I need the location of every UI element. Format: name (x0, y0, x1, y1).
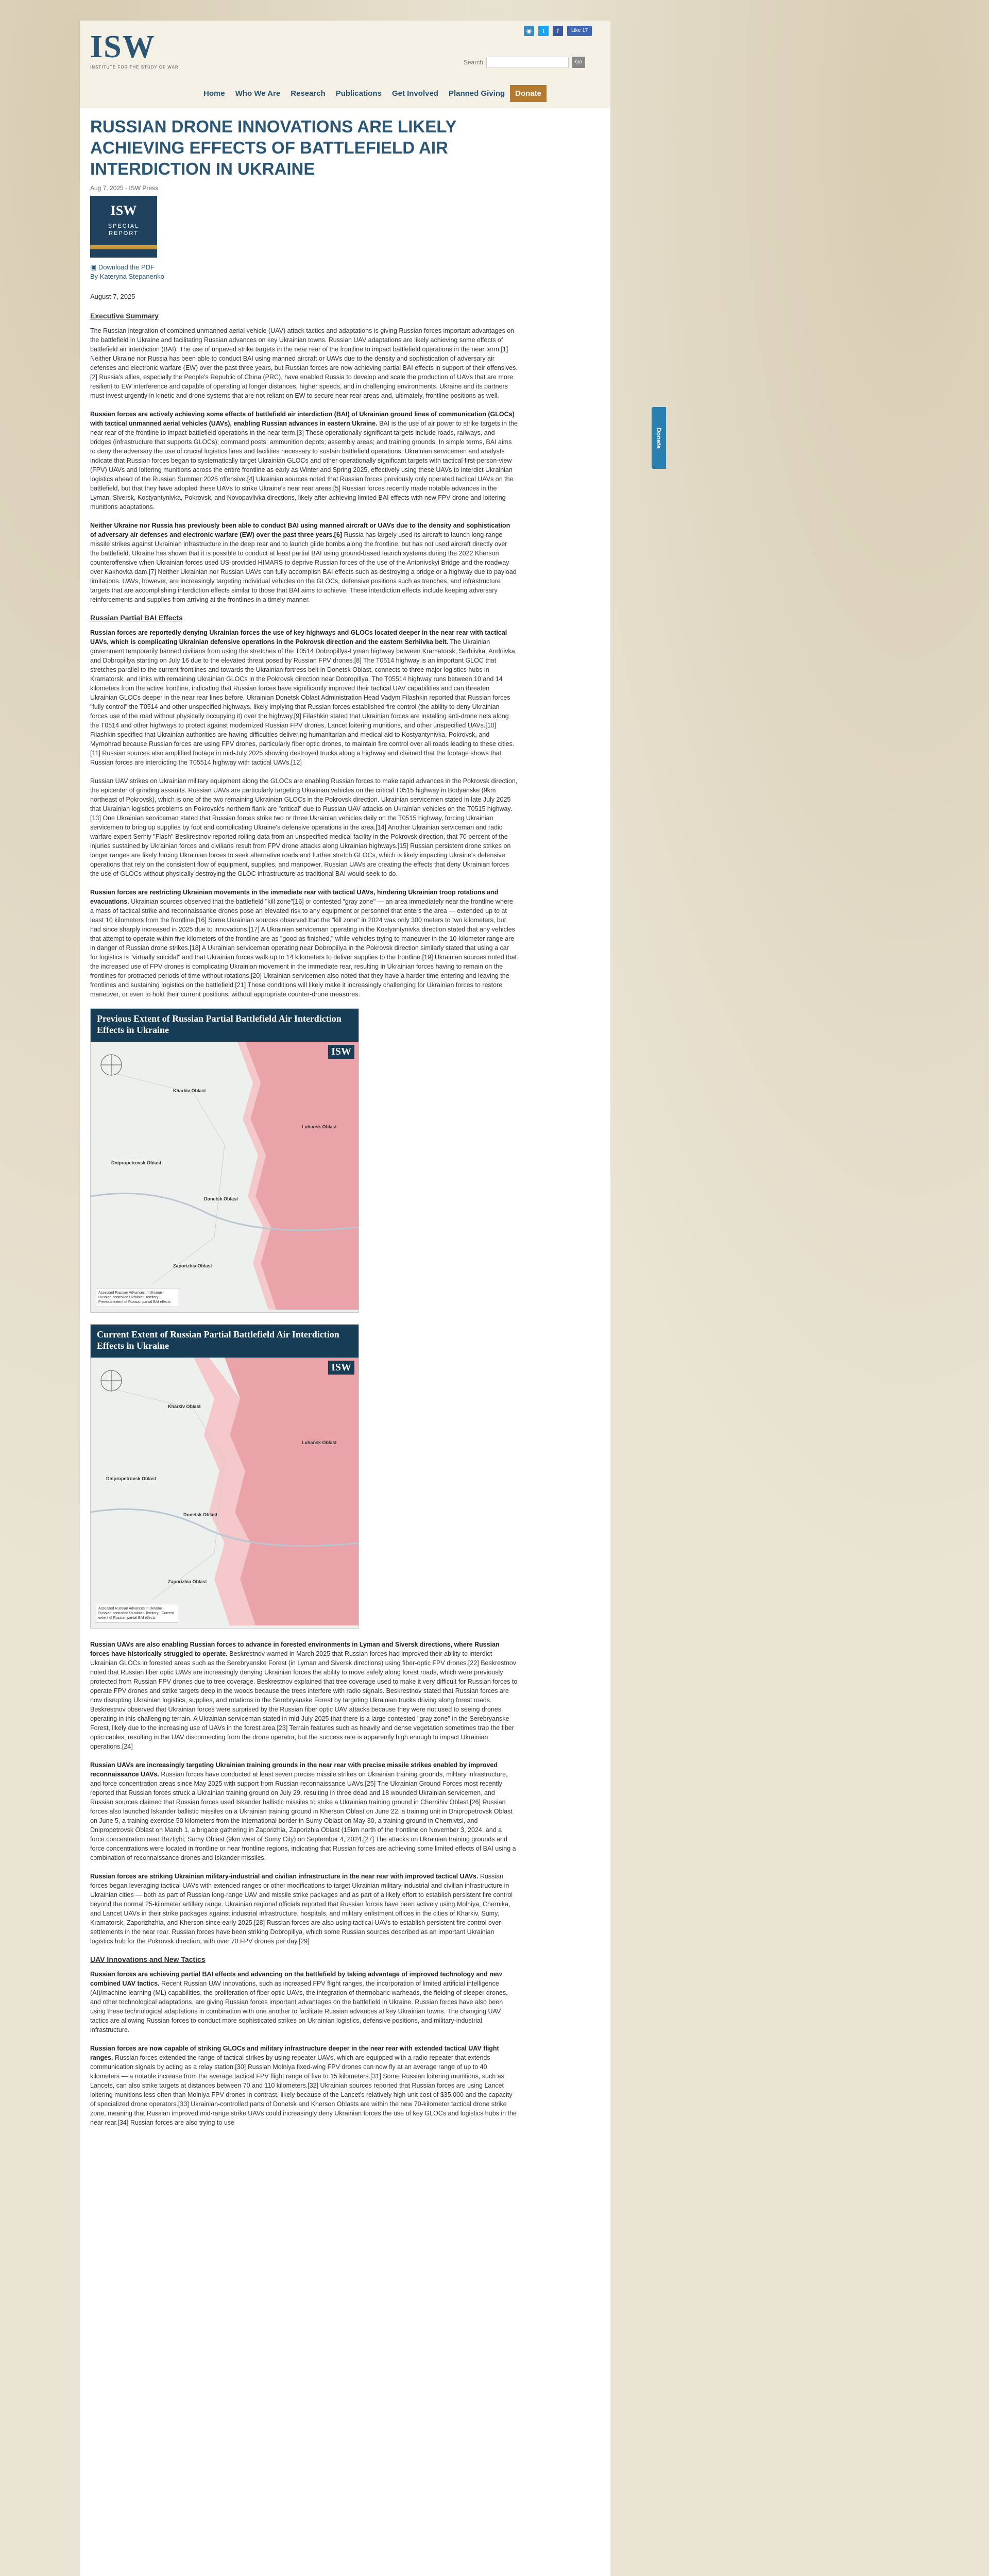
map-badge: ISW (328, 1045, 354, 1059)
executive-summary-heading: Executive Summary (90, 312, 159, 320)
map-label: Zaporizhia Oblast (168, 1579, 207, 1584)
pdf-icon: ▣ (90, 263, 98, 271)
article-date: August 7, 2025 (90, 293, 135, 300)
paragraph-lead: Russian forces are achieving partial BAI effects and advancing on the battlefield by taking advantage of improved technology and new combined UAV tactics. (90, 1971, 502, 1987)
map-graphic (91, 1042, 359, 1310)
paragraph (90, 888, 518, 999)
rss-icon[interactable]: ◉ (524, 26, 534, 36)
paragraph-body: Recent Russian UAV innovations, such as increased FPV flight ranges, the incorporation of limited artificial intelligence (AI)/machine learning (ML) capabilities, the proliferation of fiber optic UAVs, the integration of thermobaric warheads, the fielding of sleeper drones, and other technological adaptations, are giving Russian forces important advantages on the battlefield in Ukraine. Russian forces have also been using these technological adaptations in combination with one another to facilitate Russian advances at key Ukrainian towns. The changing UAV tactics are allowing Russian forces to conduct more sophisticated strikes on Ukrainian logistics, defensive positions, and military-industrial infrastructure. (90, 1980, 508, 2033)
special-report-brand: ISW (110, 203, 137, 218)
paragraph-lead: Russian forces are actively achieving some effects of battlefield air interdiction (BAI) of Ukrainian ground lines of communication (GLOCs) with tactical unmanned aerial vehicles (UAVs), enabling Russian advances in eastern Ukraine. (90, 411, 515, 427)
map-label: Donetsk Oblast (183, 1512, 218, 1517)
paragraph-body: BAI is the use of air power to strike targets in the near rear of the frontline to impact battlefield operations in the near term.[3] These operationally significant targets include roads, railways, and bridges (infrastructure that supports GLOCs); command posts; ammunition depots; assembly areas; and training grounds. In simple terms, BAI aims to deny the adversary the use of crucial logistics lines and facilities necessary to sustain battlefield operations. Ukrainian servicemen and analysts indicate that Russian forces began to systematically target Ukrainian GLOCs and other operationally significant targets with tactical first-person-view (FPV) UAVs and loitering munitions across the entire frontline as early as Winter and Spring 2025, effectively using these UAVs to interdict Ukrainian logistics ahead of the Russian Summer 2025 offensive.[4] Ukrainian sources noted that Russian forces previously only operated tactical UAVs on the battlefield, but that they have adopted these UAVs to strike Ukraine's near rear areas.[5] Russian forces recently made notable advances in the Lyman, Siversk, Kostyantynivka, Pokrovsk, and Novopavlivka directions, likely after achieving limited BAI effects with new FPV drone and loitering munitions adaptations. (90, 420, 518, 511)
paragraph (90, 628, 518, 767)
logo-tagline: INSTITUTE FOR THE STUDY OF WAR (90, 65, 179, 70)
map-legend: Assessed Russian Advances in Ukraine · Russian-controlled Ukrainian Territory · Previous extent of Russian partial BAI effects (96, 1288, 178, 1307)
paragraph-body: Russian forces began leveraging tactical UAVs with extended ranges or other modifications to target Ukrainian military-industrial and civilian infrastructure in Ukrainian cities — both as part of Russian long-range UAV and missile strike packages and as part of a likely effort to establish persistent fire control beyond the normal 25-kilometer artillery range. Ukrainian regional officials reported that Russian forces have been actively using Molniya, Chernika, and Lancet UAVs in their strike packages against industrial infrastructure, hospitals, and military enlistment offices in the cities of Kharkiv, Sumy, Kramatorsk, Zaporizhzhia, and Kherson since early 2025.[28] Russian forces are also using tactical UAVs to establish persistent fire control over settlements in the near rear. Russian forces have been striking Dobropillya, which some Russian sources described as an important Ukrainian logistics hub for the Pokrovsk direction, with over 70 FPV drones per day.[29] (90, 1873, 513, 1945)
special-report-bar (90, 245, 157, 249)
map-label: Kharkiv Oblast (168, 1404, 201, 1409)
paragraph-lead: Russian forces are striking Ukrainian military-industrial and civilian infrastructure in the near rear with improved tactical UAVs. (90, 1873, 479, 1880)
article-date-line: Aug 7, 2025 - ISW Press (90, 184, 159, 192)
map-label: Kharkiv Oblast (173, 1088, 206, 1093)
map-previous-extent[interactable] (90, 1008, 359, 1313)
search-label: Search (464, 59, 484, 66)
paragraph-body: Russian forces have conducted at least seven precise missile strikes on Ukrainian training grounds, military infrastructure, and force concentration areas since May 2025 with support from Russian reconnaissance UAVs.[25] The Ukrainian Ground Forces most recently reported that Russian forces struck a Ukrainian training ground on July 29, resulting in three dead and 18 wounded Ukrainian servicemen, and Russian sources claimed that Russian forces used Iskander ballistic missiles to strike a Ukrainian training ground in Chernihiv Oblast.[26] Russian forces also launched Iskander ballistic missiles on a Ukrainian training ground in Kherson Oblast on June 22, a training unit in Dnipropetrovsk Oblast on June 5, a training exercise 50 kilometers from the international border in Sumy Oblast on May 30, a training ground in Chernivtsi, and Dnipropetrovsk Oblast on March 1, a brigade gathering in Zaporizhia, Zaporizhia Oblast (15km north of the frontline on November 3, 2024, and a force concentration near Beztiyhi, Sumy Oblast (9km west of Sumy City) on September 4, 2024.[27] The attacks on Ukrainian training grounds and force concentrations were located in frontline or near frontline regions, indicating that Russian forces are achieving some limited effects of BAI using a combination of reconnaissance drones and Iskander missiles. (90, 1771, 516, 1861)
map-title: Previous Extent of Russian Partial Battlefield Air Interdiction Effects in Ukraine (91, 1009, 359, 1042)
map-label: Donetsk Oblast (204, 1196, 238, 1201)
map-body (91, 1358, 359, 1628)
social-links (524, 26, 592, 36)
main-nav (198, 85, 547, 102)
paragraph-lead: Russian forces are restricting Ukrainian movements in the immediate rear with tactical UAVs, hindering Ukrainian troop rotations and evacuations. (90, 889, 499, 905)
paragraph-body: The Ukrainian government temporarily banned civilians from using the stretches of the T0514 Dobropillya-Lyman highway between Kramatorsk, Serhiivka, Andriivka, and Dobropillya starting on July 16 due to the elevated threat posed by Russian FPV drones.[8] The T0514 highway is an important GLOC that stretches parallel to the current frontlines and towards the Ukrainian fortress belt in Donetsk Oblast, connects to three major logistics hubs in Kramatorsk, and links with remaining Ukrainian GLOCs in the Pokrovsk direction near Dobropillya. The T05514 highway runs between 10 and 14 kilometers from the active frontline, indicating that Russian forces have significantly improved their tactical UAV capabilities and can threaten Ukrainian GLOCs deeper in the near rear lines before. Ukrainian Donetsk Oblast Administration Head Vadym Filashkin reported that Russian forces "fully control" the T0514 and other unspecified highways, likely implying that Russian forces established fire control (the ability to deny Ukrainian forces use of the road without physically occupying it) over the highway.[9] Filashkin stated that Ukrainian forces are installing anti-drone nets along the T0514 and other highways to protect against modernized Russian FPV drones, Lancet loitering munitions, and other unspecified UAVs.[10] Filashkin specified that Ukrainian authorities are having difficulties delivering humanitarian and medical aid to Kostyantynivka, Pokrovsk, and Myrnohrad because Russian forces are using FPV drones, particularly fiber optic drones, to maintain fire control over all roads leading to these cities.[11] Russian sources also amplified footage in mid-July 2025 showing destroyed trucks along a highway and claimed that the footage shows that Russian forces are interdicting the T05514 highway with tactical UAVs.[12] (90, 638, 517, 766)
paragraph-lead: Russian UAVs are also enabling Russian forces to advance in forested environments in Lyman and Siversk directions, where Russian forces have historically struggled to operate. (90, 1641, 500, 1657)
russian-controlled-area (225, 1358, 359, 1625)
download-pdf-link[interactable] (90, 263, 518, 272)
paragraph (90, 1760, 518, 1862)
paragraph-body: Beskrestnov warned in March 2025 that Russian forces had improved their ability to interdict Ukrainian GLOCs in forested areas such as the Serebryanske Forest (in Lyman and Siversk directions) using fiber-optic FPV drones.[22] Beskrestnov noted that Russian fiber optic UAVs are increasingly denying Ukrainian forces the ability to move safely along forest roads, which were previously protected from Russian FPV drones due to tree coverage. Beskrestnov explained that tree coverage used to make it very difficult for Russian forces to operate FPV drones and strike targets deep in the woods because the trees interfere with radio signals. Beskrestnov stated that Russian forces are now disrupting Ukrainian logistics, supplies, and rotations in the Serebryanske Forest by targeting Ukrainian trucks driving along forest roads. Beskrestnov observed that Ukrainian forces were surprised by the Russian fiber optic UAV attacks because they were not used to seeing drones operating in this challenging terrain. A Ukrainian serviceman stated in mid-July 2025 that there is a large contested "gray zone" in the Serebryanske Forest, likely due to the increasing use of UAVs in the forest area.[23] Terrain features such as heavily and dense vegetation sometimes trap the fiber optic cables, resulting in the UAV disconnecting from the drone operator, but the success rate is apparently high enough to impact Ukrainian operations.[24] (90, 1650, 518, 1750)
paragraph (90, 1970, 518, 2035)
map-badge: ISW (328, 1361, 354, 1375)
paragraph-body: Russian forces extended the range of tactical strikes by using repeater UAVs, which are equipped with a radio repeater that extends communication signals by acting as a relay station.[30] Russian Molniya fixed-wing FPV drones can now fly at an average range of up to 40 kilometers — a notable increase from the average tactical FPV flight range of five to 15 kilometers.[31] Some Russian loitering munitions, such as Lancets, can also strike targets at distances between 70 and 110 kilometers.[32] Ukrainian sources reported that Russian forces are using Lancet loitering munitions less often than Molniya FPV drones in contrast, likely because of the Lancet's relatively high unit cost of $35,000 and the capacity of specialized drone operators.[33] Ukrainian-controlled parts of Donetsk and Kherson Oblasts are within the new 70-kilometer tactical drone strike zone, meaning that Russian improved mid-range strike UAVs could increasingly deny Ukrainian forces the use of key GLOCs and logistics hubs in the near rear.[34] Russian forces are also trying to use (90, 2054, 517, 2126)
article-links (90, 263, 518, 281)
twitter-icon[interactable]: t (538, 26, 549, 36)
nav-publications[interactable]: Publications (335, 89, 382, 98)
donate-side-tab[interactable]: Donate (652, 407, 666, 469)
map-current-extent[interactable] (90, 1324, 359, 1629)
search-input[interactable] (486, 57, 569, 68)
nav-home[interactable]: Home (203, 89, 225, 98)
facebook-like-button[interactable]: Like 17 (567, 26, 592, 36)
map-legend: Assessed Russian Advances in Ukraine · Russian-controlled Ukrainian Territory · Current extent of Russian partial BAI effects (96, 1604, 178, 1623)
paragraph (90, 1640, 518, 1751)
map-label: Luhansk Oblast (302, 1440, 337, 1445)
paragraph (90, 1872, 518, 1946)
nav-donate[interactable]: Donate (510, 85, 547, 102)
paragraph (90, 521, 518, 604)
paragraph: The Russian integration of combined unmanned aerial vehicle (UAV) attack tactics and adaptations is giving Russian forces important advantages on the battlefield in Ukraine and facilitating Russian advances on key Ukrainian towns. Russian UAV adaptations are likely achieving some effects of battlefield air interdiction (BAI). The use of unpaved strike targets in the near rear of the frontline to impact battlefield operations in the near term.[1] Neither Ukraine nor Russia has been able to conduct BAI using manned aircraft or UAVs due to the density and sophistication of adversary air defenses and electronic warfare (EW) over the past three years, but Russian forces are now achieving partial BAI effects in support of their offensives.[2] Russia's allies, especially the People's Republic of China (PRC), have enabled Russia to develop and scale the production of UAVs that are more resilient to EW interference and capable of operating at longer distances, higher speeds, and in challenging environments. Ukraine and its partners must invest urgently in kinetic and drone systems that are not reliant on EW to secure near rear areas and, ultimately, frontline positions as well. (90, 327, 518, 399)
nav-who-we-are[interactable]: Who We Are (235, 89, 281, 98)
search-go-button[interactable]: Go (572, 57, 585, 68)
page-wrapper (80, 21, 610, 2576)
nav-research[interactable]: Research (291, 89, 326, 98)
site-logo[interactable] (90, 31, 180, 85)
special-report-line1: SPECIAL (108, 223, 140, 229)
article-title: RUSSIAN DRONE INNOVATIONS ARE LIKELY ACHIEVING EFFECTS OF BATTLEFIELD AIR INTERDICTION IN UKRAINE (90, 117, 456, 178)
paragraph (90, 2044, 518, 2127)
logo-mark: ISW (90, 29, 156, 64)
paragraph-lead: Russian forces are now capable of striking GLOCs and military infrastructure deeper in the near rear with extended tactical UAV flight ranges. (90, 2045, 499, 2061)
paragraph-lead: Neither Ukraine nor Russia has previously been able to conduct BAI using manned aircraft or UAVs due to the density and sophistication of adversary air defenses and electronic warfare (EW) over the past three years.[6] (90, 522, 510, 538)
uav-innovations-heading: UAV Innovations and New Tactics (90, 1955, 206, 1963)
map-label: Luhansk Oblast (302, 1124, 337, 1129)
map-label: Dnipropetrovsk Oblast (106, 1476, 157, 1481)
partial-bai-heading: Russian Partial BAI Effects (90, 614, 183, 622)
map-title: Current Extent of Russian Partial Battlefield Air Interdiction Effects in Ukraine (91, 1325, 359, 1358)
map-graphic (91, 1358, 359, 1625)
facebook-icon[interactable]: f (553, 26, 563, 36)
special-report-line2: REPORT (109, 230, 139, 236)
byline-link[interactable]: By Kateryna Stepanenko (90, 273, 164, 280)
site-header (80, 21, 610, 108)
search-box (464, 57, 585, 68)
paragraph (90, 410, 518, 512)
special-report-badge (90, 196, 157, 258)
nav-get-involved[interactable]: Get Involved (391, 89, 438, 98)
paragraph: Russian UAV strikes on Ukrainian military equipment along the GLOCs are enabling Russian forces to make rapid advances in the Pokrovsk direction, the epicenter of grinding assaults. Russian UAVs are particularly targeting Ukrainian vehicles on the critical T0515 highway in Bodyanske (9km northeast of Pokrovsk), which is one of the two remaining Ukrainian GLOCs in the Pokrovsk direction. Ukrainian servicemen stated in late July 2025 that Ukrainian logistics problems on Pokrovsk's northern flank are "critical" due to Russian UAV attacks on Ukrainian vehicles on the T0515 highway.[13] One Ukrainian serviceman stated that Russian forces strike two or three Ukrainian vehicles daily on the T0515 highway, forcing Ukrainian servicemen to bring up supplies by foot and complicating Ukraine's defensive operations in the area.[14] Another Ukrainian serviceman and radio warfare expert Serhiy "Flash" Beskrestnov reported rolling data from an unspecified medical facility in the Pokrovsk direction, that 70 percent of the injuries sustained by Ukrainian forces and civilians result from FPV drone attacks along Ukrainian highways.[15] Russian persistent drone strikes on longer ranges are likely forcing Ukrainian forces to seek alternative roads and further stretch GLOCs, which is likely impacting Ukraine's defensive operations that rely on the consistent flow of equipment, supplies, and manpower. Russian UAVs are creating the effects that deny Ukrainian forces the use of GLOCs without physically destroying the GLOC infrastructure as traditional BAI would seek to do. (90, 777, 518, 877)
paragraph-lead: Russian UAVs are increasingly targeting Ukrainian training grounds in the near rear with precise missile strikes enabled by improved reconnaissance UAVs. (90, 1761, 498, 1778)
paragraph-body: Russia has largely used its aircraft to launch long-range missile strikes against Ukrainian infrastructure in the deep rear and to launch glide bombs along the frontline, but has not used aircraft directly over the battlefield. Ukraine has shown that it is possible to conduct at least partial BAI using ground-based launch systems during the 2022 Kherson counteroffensive when Ukrainian forces used US-provided HIMARS to deprive Russian forces of the use of the Antonivskyi Bridge and the roadway over Kakhovka dam.[7] Neither Ukrainian nor Russian UAVs can fully accomplish BAI effects such as destroying a bridge or a highway due to payload limitations. UAVs, however, are increasingly targeting individual vehicles on the GLOCs, defensive positions such as trenches, and infrastructure targets that are accomplishing interdiction effects similar to those that BAI aims to achieve. These interdiction effects include keeping adversary reinforcements and supplies from arriving at the frontlines in a timely manner. (90, 531, 517, 603)
map-body (91, 1042, 359, 1312)
map-label: Zaporizhia Oblast (173, 1263, 212, 1268)
nav-planned-giving[interactable]: Planned Giving (448, 89, 505, 98)
map-label: Dnipropetrovsk Oblast (111, 1160, 162, 1165)
article-content (90, 116, 518, 2137)
paragraph-body: Ukrainian sources observed that the battlefield "kill zone"[16] or contested "gray zone" — an area immediately near the frontline where a mass of tactical strike and reconnaissance drones pose an elevated risk to any equipment or personnel that enters the area — extended up to at least 10 kilometers from the frontline.[16] Some Ukrainian sources observed that the "kill zone" in 2024 was only 300 meters to two kilometers, but had since sharply increased in 2025 due to innovations.[17] A Ukrainian serviceman operating in the Kostyantynivka direction stated that any vehicles that attempt to operate within five kilometers of the frontline are as "good as finished," while vehicles trying to maneuver in the 10-kilometer range are in danger of Russian drone strikes.[18] A Ukrainian serviceman operating near Dobropillya in the Pokrovsk direction similarly stated that using a car for logistics is "virtually suicidal" and that Ukrainian forces walk up to 14 kilometers to deliver supplies to the frontline.[19] Ukrainian sources noted that the increased use of FPV drones is complicating Ukrainian movement in the immediate rear, resulting in Ukrainian forces having to remain on the frontlines for protracted periods of time without rotations.[20] Ukrainian servicemen also noted that they have a harder time entering and leaving the frontlines and sustaining logistics on the battlefield.[21] These conditions will likely make it increasingly challenging for Ukrainian forces to restore maneuver, or even to hold their current positions, without appropriate counter-drone measures. (90, 898, 517, 998)
paragraph-lead: Russian forces are reportedly denying Ukrainian forces the use of key highways and GLOCs located deeper in the near rear with tactical UAVs, which is complicating Ukrainian defensive operations in the Pokrovsk direction and the eastern Serhiivka belt. (90, 629, 507, 646)
download-pdf-label: Download the PDF (98, 263, 155, 271)
